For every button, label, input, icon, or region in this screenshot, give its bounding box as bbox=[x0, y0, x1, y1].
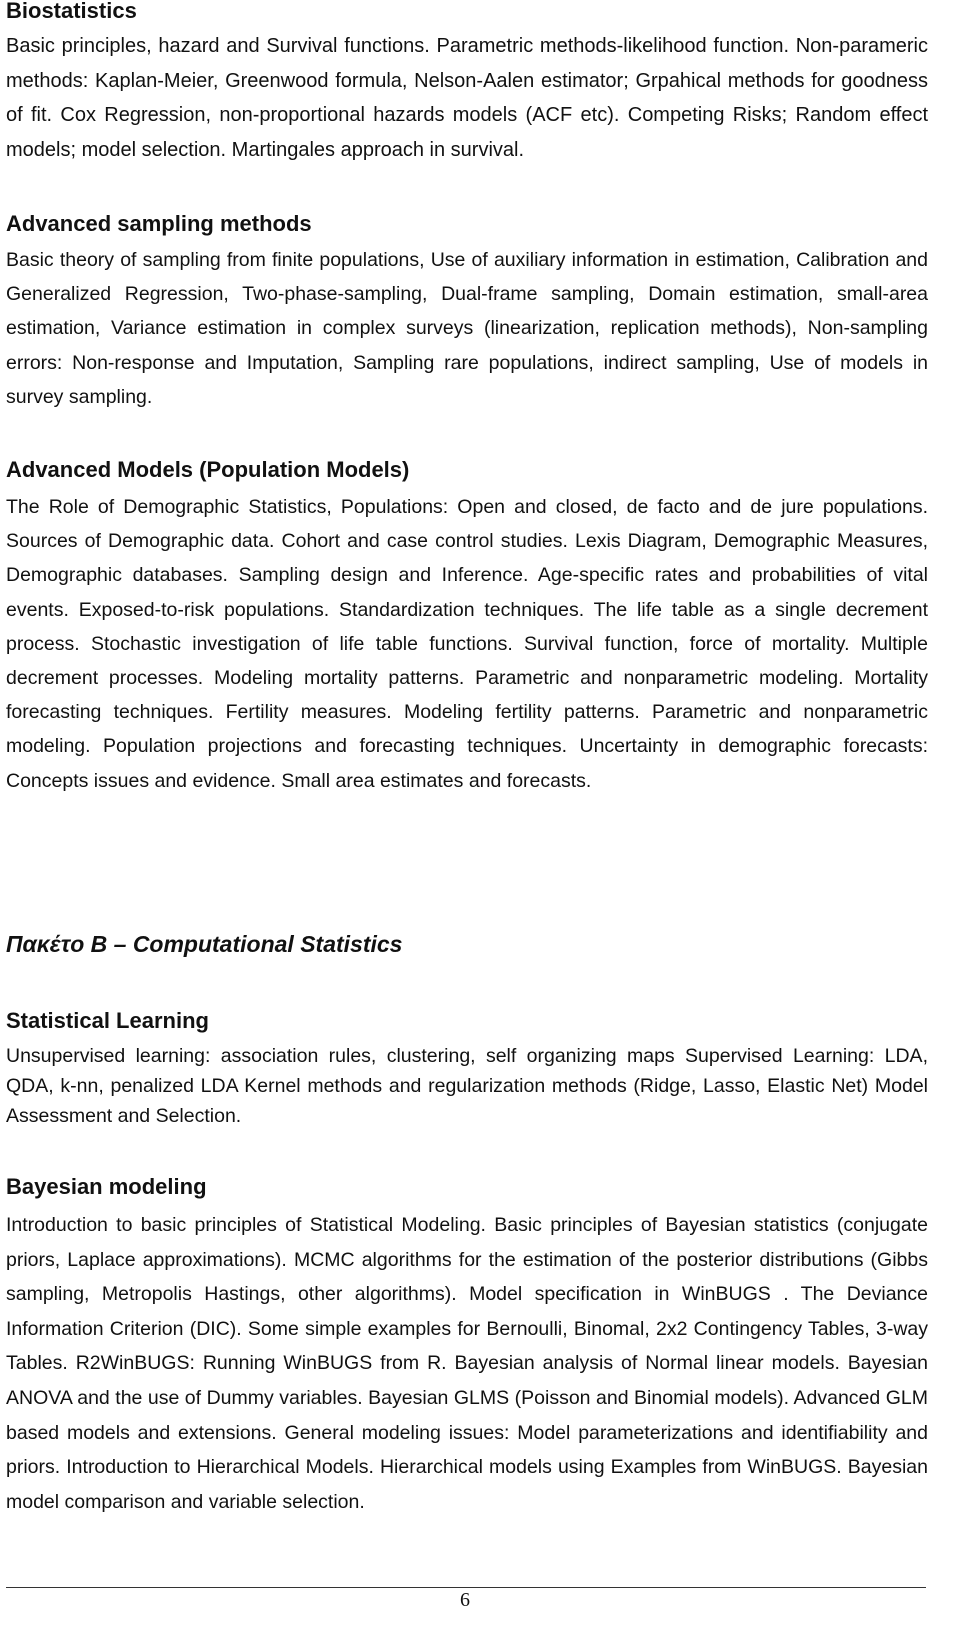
package-title: Πακέτο Β – Computational Statistics bbox=[6, 931, 403, 957]
section-heading: Advanced Models (Population Models) bbox=[6, 457, 410, 482]
page-number: 6 bbox=[460, 1589, 470, 1611]
section-heading: Biostatistics bbox=[6, 0, 137, 23]
section-body: Basic principles, hazard and Survival functions. Parametric methods-likelihood function. Non-parameric methods: Kaplan-Meier, Greenwood formula, Nelson-Aalen estimator; Grpahical methods for goodness of fit. Cox Regression, non-proportional hazards models (ACF etc). Competing Risks; Random effect models; model selection. Martingales approach in survival. bbox=[6, 35, 928, 161]
footer-divider bbox=[6, 1587, 926, 1588]
section-heading: Bayesian modeling bbox=[6, 1174, 207, 1199]
section-body: Unsupervised learning: association rules, clustering, self organizing maps Supervised Learning: LDA, QDA, k-nn, penalized LDA Kernel methods and regularization methods (Ridge, Lasso, Elastic Net) Model Assessment and Selection. bbox=[6, 1045, 928, 1127]
section-body: The Role of Demographic Statistics, Populations: Open and closed, de facto and de jure populations. Sources of Demographic data. Cohort and case control studies. Lexis Diagram, Demographic Measures, Demographic databases. Sampling design and Inference. Age-specific rates and probabilities of vital events. Exposed-to-risk populations. Standardization techniques. The life table as a single decrement process. Stochastic investigation of life table functions. Survival function, force of mortality. Multiple decrement processes. Modeling mortality patterns. Parametric and nonparametric modeling. Mortality forecasting techniques. Fertility measures. Modeling fertility patterns. Parametric and nonparametric modeling. Population projections and forecasting techniques. Uncertainty in demographic forecasts: Concepts issues and evidence. Small area estimates and forecasts. bbox=[6, 496, 928, 792]
section-body: Basic theory of sampling from finite populations, Use of auxiliary information in estimation, Calibration and Generalized Regression, Two-phase-sampling, Dual-frame sampling, Domain estimation, small-area estimation, Variance estimation in complex surveys (linearization, replication methods), Non-sampling errors: Non-response and Imputation, Sampling rare populations, indirect sampling, Use of models in survey sampling. bbox=[6, 249, 928, 408]
section-heading: Statistical Learning bbox=[6, 1008, 209, 1033]
section-body: Introduction to basic principles of Statistical Modeling. Basic principles of Bayesian statistics (conjugate priors, Laplace approximations). MCMC algorithms for the estimation of the posterior distributions (Gibbs sampling, Metropolis Hastings, other algorithms). Model specification in WinBUGS . The Deviance Information Criterion (DIC). Some simple examples for Bernoulli, Binomal, 2x2 Contingency Tables, 3-way Tables. R2WinBUGS: Running WinBUGS from R. Bayesian analysis of Normal linear models. Bayesian ANOVA and the use of Dummy variables. Bayesian GLMS (Poisson and Binomial models). Advanced GLM based models and extensions. General modeling issues: Model parameterizations and identifiability and priors. Introduction to Hierarchical Models. Hierarchical models using Examples from WinBUGS. Bayesian model comparison and variable selection. bbox=[6, 1214, 928, 1513]
section-heading: Advanced sampling methods bbox=[6, 211, 312, 236]
